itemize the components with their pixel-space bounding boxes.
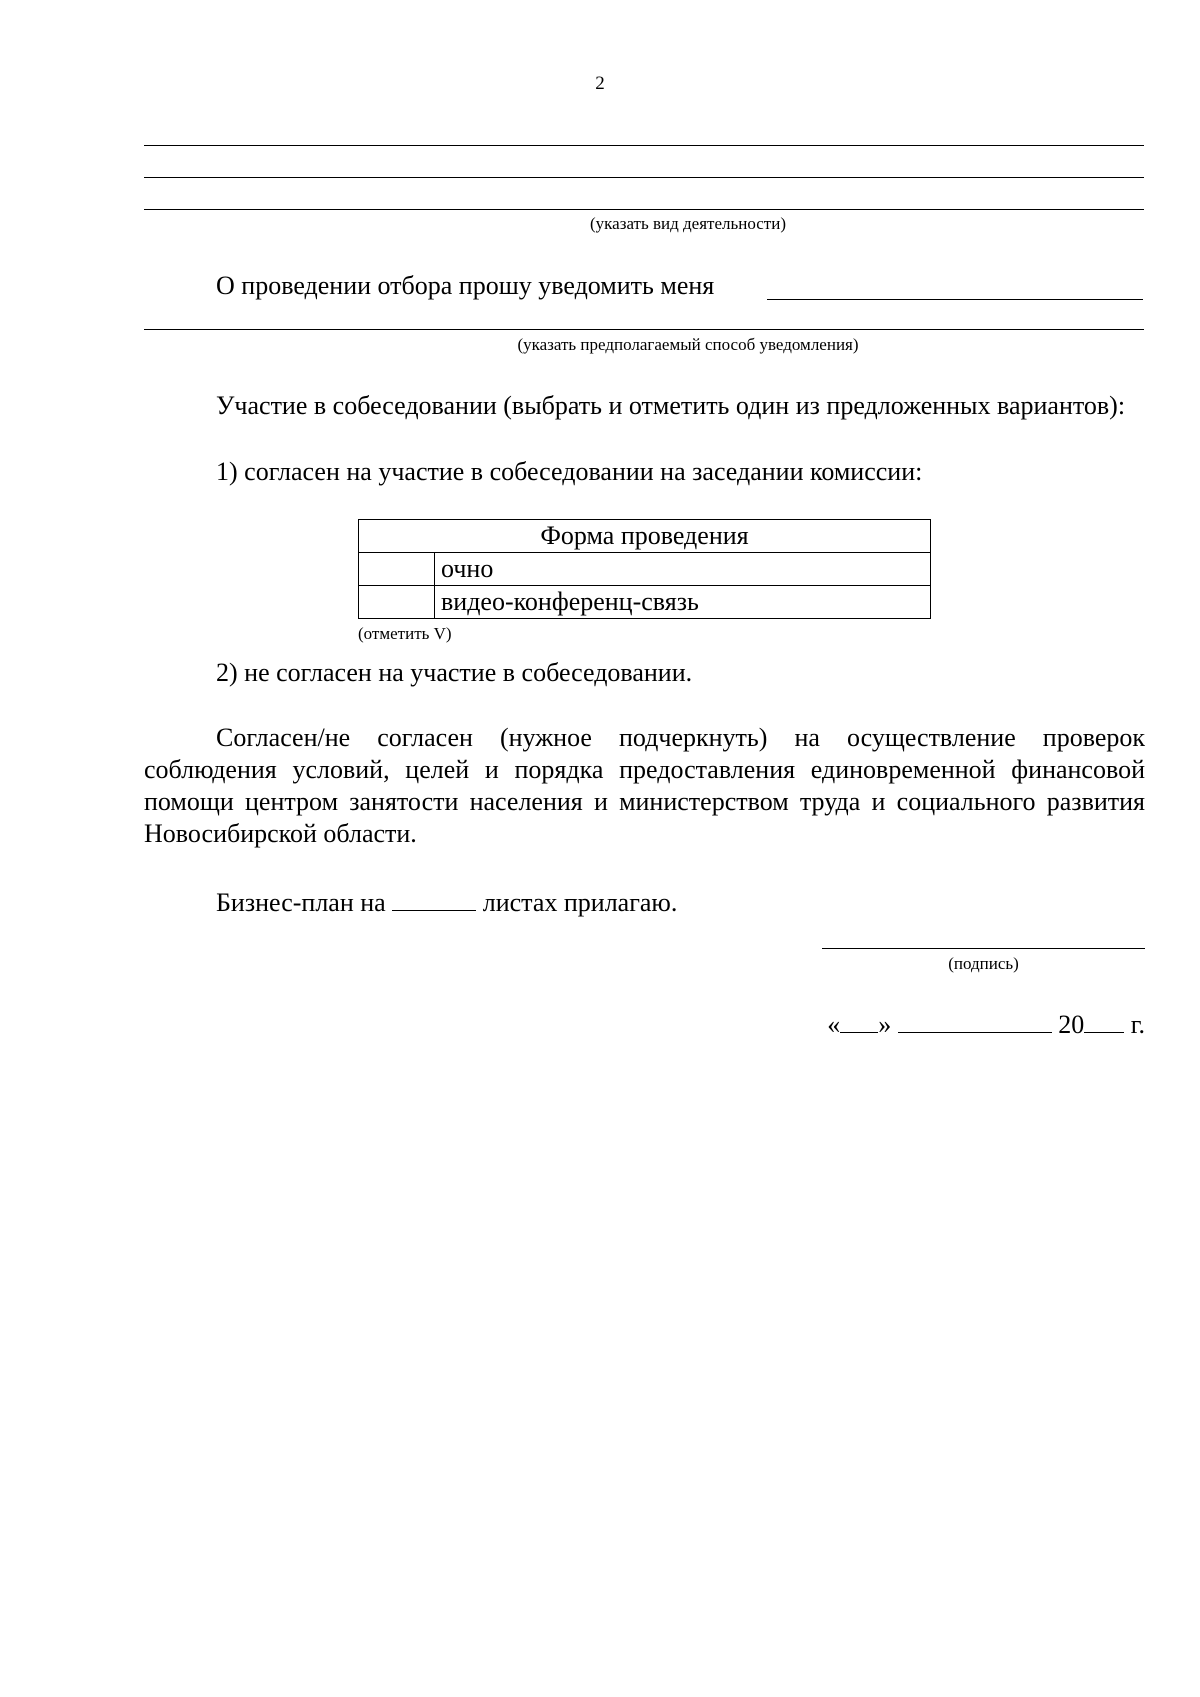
table-row [359,586,931,619]
interview-paragraph: Участие в собеседовании (выбрать и отметить один из предложенных вариантов): [216,391,1126,420]
business-plan-line [216,886,677,919]
year-blank[interactable] [1084,1008,1124,1033]
activity-line-1[interactable] [144,145,1144,146]
mark-cell-in-person[interactable] [359,553,435,586]
form-table [358,519,931,619]
month-blank[interactable] [898,1008,1052,1033]
option-video-conference: видео-конференц-связь [435,586,931,619]
date-open-quote: « [827,1010,841,1039]
year-suffix: г. [1130,1010,1145,1039]
form-table-header: Форма проведения [359,520,931,553]
table-row [359,553,931,586]
notify-blank-line[interactable] [144,329,1144,330]
sheets-count-blank[interactable] [392,886,476,911]
business-plan-suffix: листах прилагаю. [482,888,678,917]
mark-cell-video[interactable] [359,586,435,619]
signature-line[interactable] [822,948,1145,949]
date-close-quote: » [878,1010,892,1039]
notify-text: О проведении отбора прошу уведомить меня [216,271,715,300]
date-line [0,1008,1145,1041]
activity-line-3[interactable] [144,209,1144,210]
option-in-person: очно [435,553,931,586]
page-number: 2 [595,73,605,94]
year-prefix: 20 [1058,1010,1085,1039]
option-1: 1) согласен на участие в собеседовании на заседании комиссии: [216,457,923,486]
business-plan-prefix: Бизнес-план на [216,888,386,917]
day-blank[interactable] [840,1008,878,1033]
activity-line-2[interactable] [144,177,1144,178]
form-table-header-row [359,520,931,553]
notify-caption: (указать предполагаемый способ уведомления) [517,335,859,354]
table-caption: (отметить V) [358,624,452,643]
consent-paragraph: Согласен/не согласен (нужное подчеркнуть) на осуществление проверок соблюдения условий, целей и порядка предоставления единовременной финансовой помощи центром занятости населения и министерством труда и социального развития Новосибирской области. [144,723,1145,848]
activity-caption: (указать вид деятельности) [590,214,786,233]
notify-blank-inline[interactable] [767,299,1143,300]
option-2: 2) не согласен на участие в собеседовании. [216,658,693,687]
signature-caption: (подпись) [948,954,1019,973]
